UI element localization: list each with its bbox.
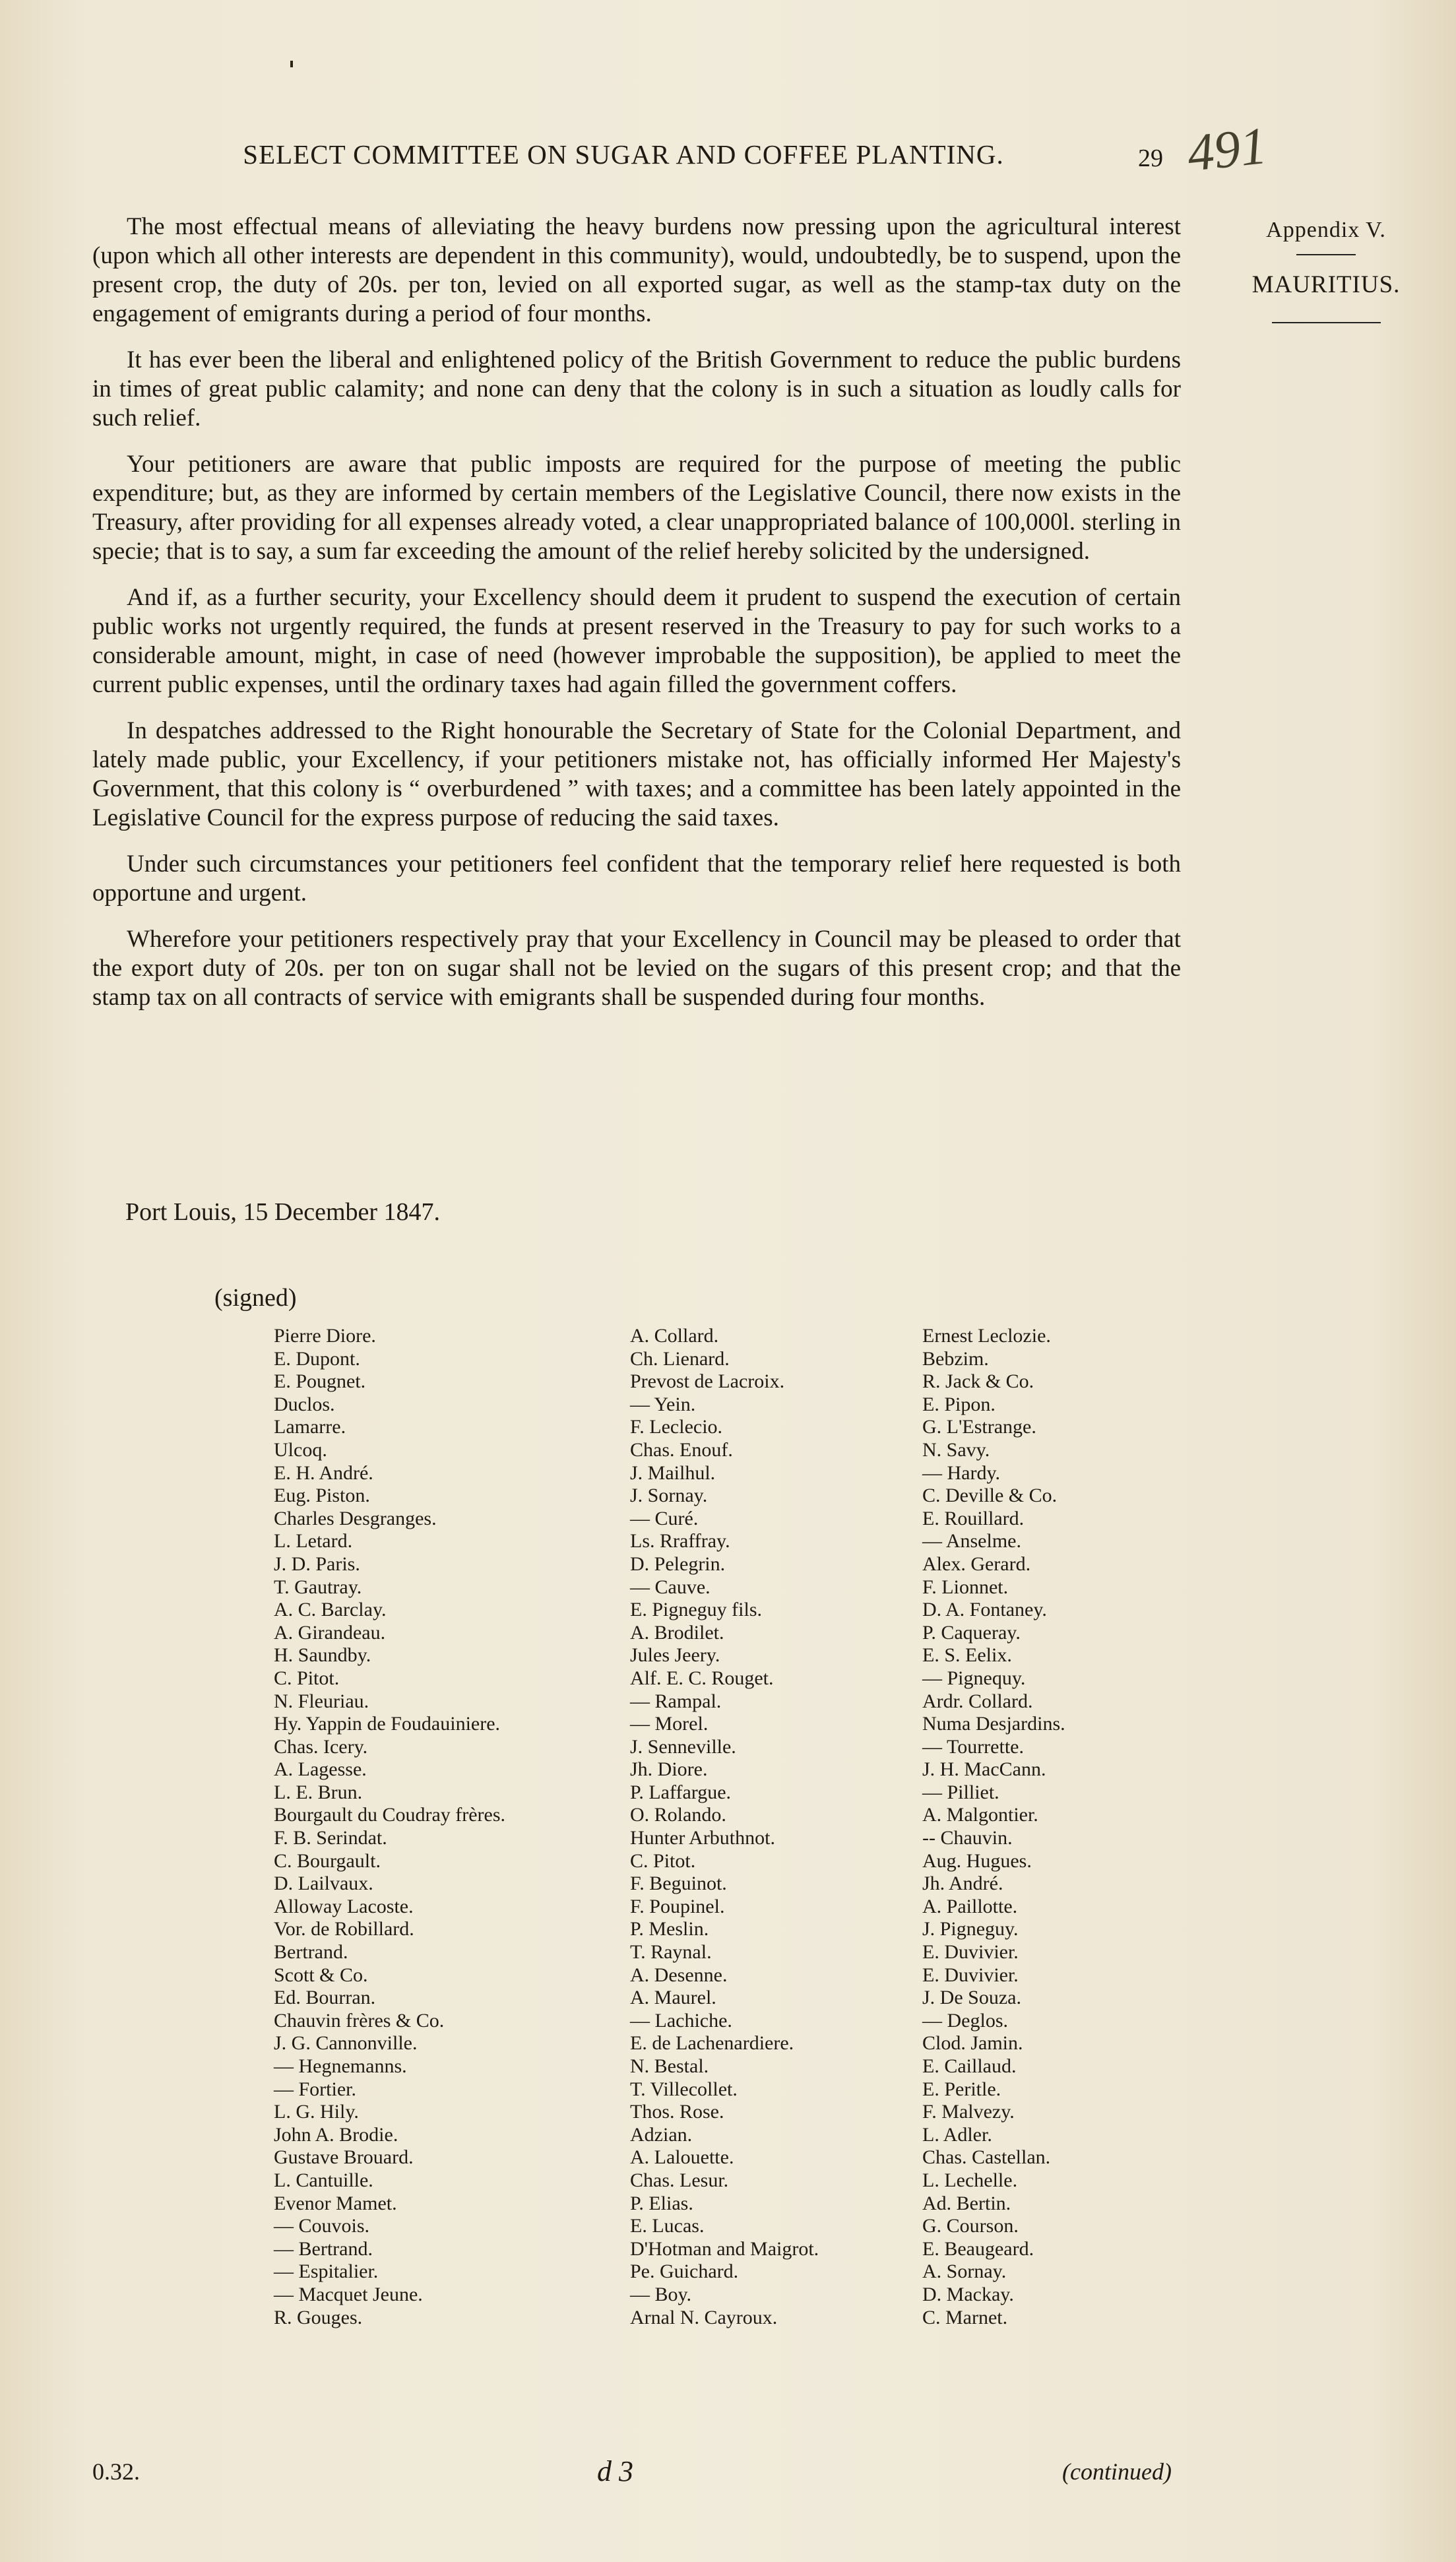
signatory-name: E. de Lachenardiere.	[630, 2032, 794, 2055]
signatory-name: A. Malgontier.	[922, 1804, 1038, 1826]
signatory-name: J. Pigneguy.	[922, 1918, 1019, 1940]
signatory-name: E. Pigneguy fils.	[630, 1599, 762, 1621]
signatory-name: J. Mailhul.	[630, 1461, 716, 1484]
signatory-name: P. Laffargue.	[630, 1781, 732, 1803]
signatory-name: Jh. Diore.	[630, 1758, 708, 1781]
signatory-name: A. Girandeau.	[274, 1621, 386, 1644]
signatory-name: P. Caqueray.	[922, 1621, 1021, 1644]
signatory-name: P. Elias.	[630, 2192, 693, 2214]
signatory-name: Numa Desjardins.	[922, 1713, 1065, 1735]
signatory-name: E. H. André.	[274, 1461, 373, 1484]
signatory-name: Arnal N. Cayroux.	[630, 2306, 778, 2328]
signatory-name: E. S. Eelix.	[922, 1644, 1012, 1667]
paragraph: The most effectual means of alleviating the heavy burdens now pressing upon the agricultural interest (upon which all other interests are dependent in this community), would, undoubtedly, be to suspend, upon the present crop, the duty of 20s. per ton, levied on all exported sugar, as well as the stamp-tax duty on the engagement of emigrants during a period of four months.	[92, 213, 1181, 327]
signatory-name: — Morel.	[630, 1713, 709, 1735]
signatory-name: G. L'Estrange.	[922, 1416, 1036, 1438]
signatory-name: C. Pitot.	[274, 1667, 340, 1689]
signatory-name: O. Rolando.	[630, 1804, 726, 1826]
signatory-name: N. Fleuriau.	[274, 1690, 369, 1712]
signatory-name: Chauvin frères & Co.	[274, 2009, 445, 2032]
signatory-name: Ad. Bertin.	[922, 2192, 1011, 2214]
paragraph: Wherefore your petitioners respectively pray that your Excellency in Council may be pleased to order that the export duty of 20s. per ton on sugar shall not be levied on the sugars of this present crop; and that the stamp tax on all contracts of service with emigrants shall be suspended during four months.	[92, 926, 1181, 1011]
paragraph: And if, as a further security, your Excellency should deem it prudent to suspend the execution of certain public works not urgently required, the funds at present reserved in the Treasury to pay for such works to a considerable amount, might, in case of need (however improbable the supposition), be applied to meet the current public expenses, until the ordinary taxes had again filled the government coffers.	[92, 584, 1181, 698]
signatory-name: — Yein.	[630, 1393, 696, 1415]
signatory-name: H. Saundby.	[274, 1644, 371, 1667]
signatory-name: Hunter Arbuthnot.	[630, 1827, 775, 1849]
signatory-name: Pe. Guichard.	[630, 2260, 739, 2283]
signatory-name: E. Pougnet.	[274, 1370, 366, 1393]
signatory-name: A. Maurel.	[630, 1987, 716, 2009]
signatory-name: J. De Souza.	[922, 1987, 1021, 2009]
margin-rule	[1272, 322, 1381, 323]
signatory-name: Thos. Rose.	[630, 2101, 724, 2123]
signatory-name: A. Collard.	[630, 1325, 719, 1347]
signatory-name: — Tourrette.	[922, 1735, 1024, 1758]
signatory-name: Duclos.	[274, 1393, 335, 1415]
signatory-name: Jules Jeery.	[630, 1644, 720, 1667]
signatory-name: D. A. Fontaney.	[922, 1599, 1047, 1621]
signatory-name: F. Malvezy.	[922, 2101, 1015, 2123]
signatory-name: N. Savy.	[922, 1438, 990, 1461]
signatory-name: L. Adler.	[922, 2123, 992, 2146]
signatory-name: — Boy.	[630, 2283, 692, 2305]
signatory-name: C. Deville & Co.	[922, 1485, 1058, 1507]
signatory-name: D. Mackay.	[922, 2283, 1014, 2305]
signatory-name: T. Gautray.	[274, 1576, 362, 1598]
signatory-name: — Espitalier.	[274, 2260, 379, 2283]
signatory-name: — Pilliet.	[922, 1781, 999, 1803]
signatory-name: Chas. Enouf.	[630, 1438, 733, 1461]
signed-label: (signed)	[214, 1284, 297, 1312]
signatory-name: Ardr. Collard.	[922, 1690, 1033, 1712]
signatory-name: L. Letard.	[274, 1530, 353, 1553]
signatory-name: — Deglos.	[922, 2009, 1008, 2032]
signatory-name: A. Paillotte.	[922, 1895, 1018, 1917]
place-date: Port Louis, 15 December 1847.	[125, 1198, 441, 1226]
signatory-name: E. Caillaud.	[922, 2055, 1017, 2077]
signatory-name: J. D. Paris.	[274, 1553, 360, 1575]
signatory-name: Adzian.	[630, 2123, 693, 2146]
footer-continued: (continued)	[1062, 2458, 1172, 2485]
signatory-name: J. H. MacCann.	[922, 1758, 1046, 1781]
signatory-name: Ls. Rraffray.	[630, 1530, 730, 1553]
signatory-name: Ulcoq.	[274, 1438, 327, 1461]
signatory-name: L. G. Hily.	[274, 2101, 359, 2123]
signatory-name: — Cauve.	[630, 1576, 711, 1598]
signatories-column-2	[630, 1325, 819, 2329]
signatories-column-3	[922, 1325, 1065, 2329]
signatory-name: — Hardy.	[922, 1461, 1001, 1484]
signatory-name: Pierre Diore.	[274, 1325, 376, 1347]
signatory-name: Chas. Castellan.	[922, 2146, 1051, 2169]
signatory-name: E. Rouillard.	[922, 1507, 1025, 1529]
signatory-name: R. Jack & Co.	[922, 1370, 1034, 1393]
signatory-name: Charles Desgranges.	[274, 1507, 437, 1529]
signatory-name: P. Meslin.	[630, 1918, 709, 1940]
signatories-column-1	[274, 1325, 505, 2329]
signatory-name: — Curé.	[630, 1507, 699, 1529]
paragraph: In despatches addressed to the Right honourable the Secretary of State for the Colonial Department, and lately made public, your Excellency, if your petitioners mistake not, has officially informed Her Majesty's Government, that this colony is “ overburdened ” with taxes; and a committee has been lately appointed in the Legislative Council for the express purpose of reducing the said taxes.	[92, 717, 1181, 831]
signatory-name: C. Bourgault.	[274, 1849, 381, 1872]
signatory-name: E. Duvivier.	[922, 1964, 1019, 1986]
signatory-name: J. G. Cannonville.	[274, 2032, 418, 2055]
signatory-name: Ch. Lienard.	[630, 1347, 730, 1370]
signatory-name: Bebzim.	[922, 1347, 989, 1370]
signatory-name: John A. Brodie.	[274, 2123, 398, 2146]
paragraph: Under such circumstances your petitioners feel confident that the temporary relief here requested is both opportune and urgent.	[92, 850, 1181, 907]
signatory-name: L. Lechelle.	[922, 2169, 1018, 2191]
signatory-name: D. Lailvaux.	[274, 1873, 373, 1895]
paragraph: It has ever been the liberal and enlightened policy of the British Government to reduce the public burdens in times of great public calamity; and none can deny that the colony is in such a situation as loudly calls for such relief.	[92, 346, 1181, 432]
signatory-name: Jh. André.	[922, 1873, 1003, 1895]
signatory-name: — Bertrand.	[274, 2237, 373, 2260]
signatory-name: Alloway Lacoste.	[274, 1895, 414, 1917]
signatory-name: A. Sornay.	[922, 2260, 1007, 2283]
signatory-name: D. Pelegrin.	[630, 1553, 726, 1575]
page-number: 29	[1138, 144, 1163, 172]
signatory-name: A. Desenne.	[630, 1964, 728, 1986]
signatory-name: Alf. E. C. Rouget.	[630, 1667, 774, 1689]
signatory-name: E. Duvivier.	[922, 1941, 1019, 1964]
signatory-name: — Macquet Jeune.	[274, 2283, 423, 2305]
signatory-name: E. Beaugeard.	[922, 2237, 1034, 2260]
handwritten-page-number: 491	[1184, 116, 1270, 183]
signatory-name: Hy. Yappin de Foudauiniere.	[274, 1713, 501, 1735]
margin-appendix: Appendix V.	[1266, 218, 1386, 242]
signatory-name: Clod. Jamin.	[922, 2032, 1023, 2055]
signatory-name: Evenor Mamet.	[274, 2192, 397, 2214]
signatory-name: Ed. Bourran.	[274, 1987, 376, 2009]
signatory-name: — Pignequy.	[922, 1667, 1026, 1689]
signatory-name: Bourgault du Coudray frères.	[274, 1804, 506, 1826]
signatory-name: N. Bestal.	[630, 2055, 709, 2077]
signatory-name: C. Pitot.	[630, 1849, 696, 1872]
signatory-name: — Rampal.	[630, 1690, 722, 1712]
signatory-name: T. Villecollet.	[630, 2078, 738, 2100]
signatory-name: Aug. Hugues.	[922, 1849, 1032, 1872]
signatory-name: Eug. Piston.	[274, 1485, 370, 1507]
signatory-name: — Anselme.	[922, 1530, 1021, 1553]
footer-signature-mark: d 3	[597, 2455, 633, 2487]
signatory-name: — Couvois.	[274, 2215, 370, 2237]
signatory-name: F. Beguinot.	[630, 1873, 727, 1895]
signatory-name: Scott & Co.	[274, 1964, 368, 1986]
signatory-name: E. Dupont.	[274, 1347, 360, 1370]
signatory-name: — Fortier.	[274, 2078, 356, 2100]
signatory-name: A. Brodilet.	[630, 1621, 724, 1644]
signatory-name: Chas. Lesur.	[630, 2169, 729, 2191]
margin-colony: MAURITIUS.	[1251, 271, 1401, 298]
signatory-name: -- Chauvin.	[922, 1827, 1013, 1849]
page-header-title: SELECT COMMITTEE ON SUGAR AND COFFEE PLANTING.	[243, 139, 1004, 170]
signatory-name: Alex. Gerard.	[922, 1553, 1031, 1575]
signatory-name: Bertrand.	[274, 1941, 348, 1964]
signatory-name: F. Poupinel.	[630, 1895, 725, 1917]
signatory-name: F. Lionnet.	[922, 1576, 1009, 1598]
signatory-name: Vor. de Robillard.	[274, 1918, 414, 1940]
signatory-name: F. Leclecio.	[630, 1416, 723, 1438]
signatory-name: R. Gouges.	[274, 2306, 363, 2328]
signatory-name: F. B. Serindat.	[274, 1827, 387, 1849]
signatory-name: E. Peritle.	[922, 2078, 1001, 2100]
signatory-name: L. Cantuille.	[274, 2169, 373, 2191]
signatory-name: Gustave Brouard.	[274, 2146, 414, 2169]
petition-body	[92, 212, 1181, 1029]
signatory-name: — Lachiche.	[630, 2009, 732, 2032]
signatory-name: C. Marnet.	[922, 2306, 1008, 2328]
signatory-name: D'Hotman and Maigrot.	[630, 2237, 819, 2260]
signatory-name: J. Senneville.	[630, 1735, 736, 1758]
ink-mark	[290, 61, 293, 67]
signatory-name: E. Pipon.	[922, 1393, 996, 1415]
paragraph: Your petitioners are aware that public imposts are required for the purpose of meeting the public expenditure; but, as they are informed by certain members of the Legislative Council, there now exists in the Treasury, after providing for all expenses already voted, a clear unappropriated balance of 100,000l. sterling in specie; that is to say, a sum far exceeding the amount of the relief hereby solicited by the undersigned.	[92, 451, 1181, 565]
footer-reference: 0.32.	[92, 2458, 140, 2485]
signatory-name: L. E. Brun.	[274, 1781, 363, 1803]
signatory-name: A. Lalouette.	[630, 2146, 734, 2169]
signatory-name: A. C. Barclay.	[274, 1599, 387, 1621]
signatory-name: Prevost de Lacroix.	[630, 1370, 785, 1393]
signatory-name: G. Courson.	[922, 2215, 1019, 2237]
signatory-name: Lamarre.	[274, 1416, 346, 1438]
margin-rule	[1296, 254, 1356, 255]
signatory-name: J. Sornay.	[630, 1485, 708, 1507]
signatory-name: Ernest Leclozie.	[922, 1325, 1051, 1347]
signatory-name: — Hegnemanns.	[274, 2055, 407, 2077]
signatory-name: T. Raynal.	[630, 1941, 712, 1964]
signatory-name: A. Lagesse.	[274, 1758, 367, 1781]
signatory-name: E. Lucas.	[630, 2215, 705, 2237]
signatory-name: Chas. Icery.	[274, 1735, 368, 1758]
